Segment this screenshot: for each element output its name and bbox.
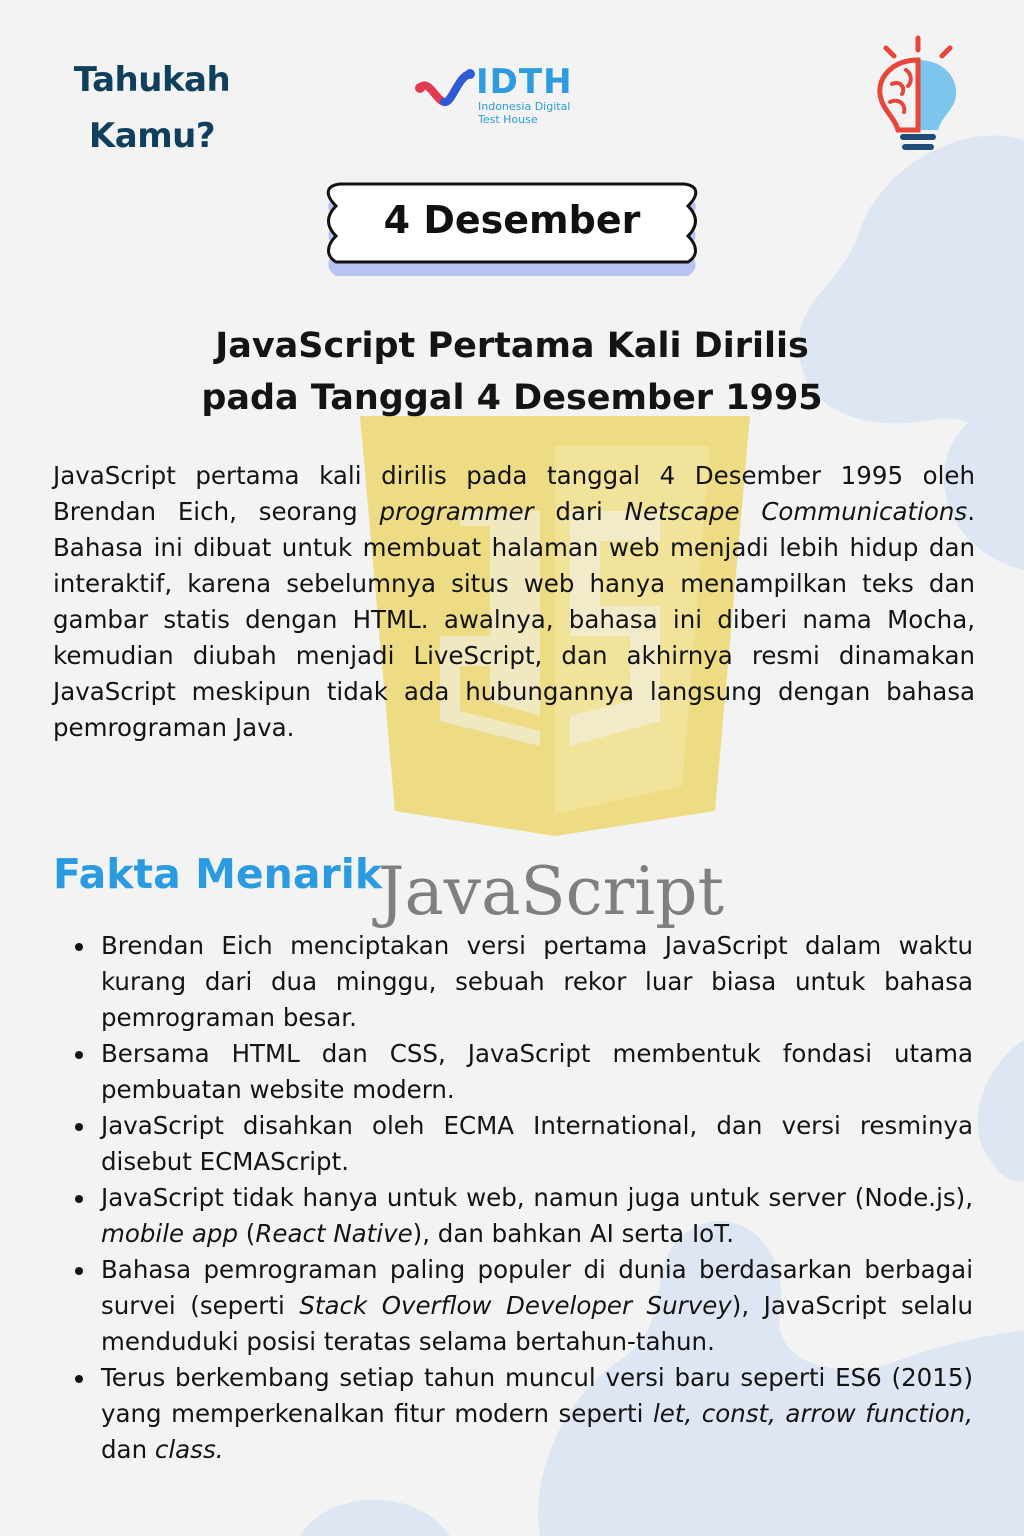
fact-text: ), JavaScript selalu menduduki posisi teratas selama bertahun-tahun. [101, 1291, 973, 1356]
fact-text: Terus berkembang setiap tahun muncul versi baru seperti ES6 (2015) yang memperkenalkan fitur modern seperti [101, 1363, 973, 1428]
logo-title: IDTH [476, 62, 573, 102]
brain-lightbulb-icon [872, 34, 962, 158]
list-item [101, 928, 973, 1036]
fact-text: ( [238, 1219, 256, 1248]
logo-subtitle [478, 100, 570, 126]
page-title [120, 320, 904, 424]
fact-text: JavaScript tidak hanya untuk web, namun juga untuk server (Node.js), [101, 1183, 973, 1212]
intro-text-2: dari [533, 497, 625, 526]
list-item [101, 1252, 973, 1360]
idth-logo [414, 64, 594, 128]
fact-italic: class. [154, 1435, 224, 1464]
fact-italic: Stack Overflow Developer Survey [299, 1291, 732, 1320]
tagline [52, 52, 252, 164]
list-item [101, 1108, 973, 1180]
fact-text: dan [101, 1435, 155, 1464]
fact-text: Bahasa pemrograman paling populer di dunia berdasarkan berbagai survei (seperti [101, 1255, 973, 1320]
logo-subtitle-line-2: Test House [478, 113, 538, 126]
javascript-watermark-text: JavaScript [378, 853, 725, 930]
idth-logo-mark-icon [414, 68, 476, 118]
list-item [101, 1180, 973, 1252]
fact-italic: React Native [255, 1219, 413, 1248]
fact-italic: mobile app [101, 1219, 238, 1248]
facts-list [53, 928, 973, 1468]
intro-paragraph [53, 458, 975, 746]
page-title-line-2: pada Tanggal 4 Desember 1995 [201, 378, 823, 418]
intro-italic-programmer: programmer [379, 497, 534, 526]
fact-text: Bersama HTML dan CSS, JavaScript membentuk fondasi utama pembuatan website modern. [101, 1039, 973, 1104]
date-banner-text: 4 Desember [383, 198, 641, 242]
page-title-line-1: JavaScript Pertama Kali Dirilis [215, 326, 809, 366]
fact-text: JavaScript disahkan oleh ECMA International, dan versi resminya disebut ECMAScript. [101, 1111, 973, 1176]
tagline-line-1: Tahukah [73, 60, 231, 100]
list-item [101, 1360, 973, 1468]
fact-italic: let, const, arrow function, [652, 1399, 973, 1428]
intro-text-1: JavaScript pertama kali dirilis pada tanggal 4 Desember 1995 oleh Brendan Eich, seorang [53, 461, 975, 526]
logo-subtitle-line-1: Indonesia Digital [478, 100, 571, 113]
facts-heading: Fakta Menarik [53, 850, 383, 898]
tagline-line-2: Kamu? [88, 116, 216, 156]
intro-text-3: . Bahasa ini dibuat untuk membuat halaman web menjadi lebih hidup dan interaktif, karena sebelumnya situs web hanya menampilkan teks dan gambar statis dengan HTML. awalnya, bahasa ini diberi nama Mocha, kemudian diubah menjadi LiveScript, dan akhirnya resmi dinamakan JavaScript meskipun tidak ada hubungannya langsung dengan bahasa pemrograman Java. [53, 497, 975, 742]
list-item [101, 1036, 973, 1108]
fact-text: ), dan bahkan AI serta IoT. [412, 1219, 735, 1248]
intro-italic-netscape: Netscape Communications [624, 497, 968, 526]
fact-text: Brendan Eich menciptakan versi pertama JavaScript dalam waktu kurang dari dua minggu, sebuah rekor luar biasa untuk bahasa pemrograman besar. [101, 931, 973, 1032]
